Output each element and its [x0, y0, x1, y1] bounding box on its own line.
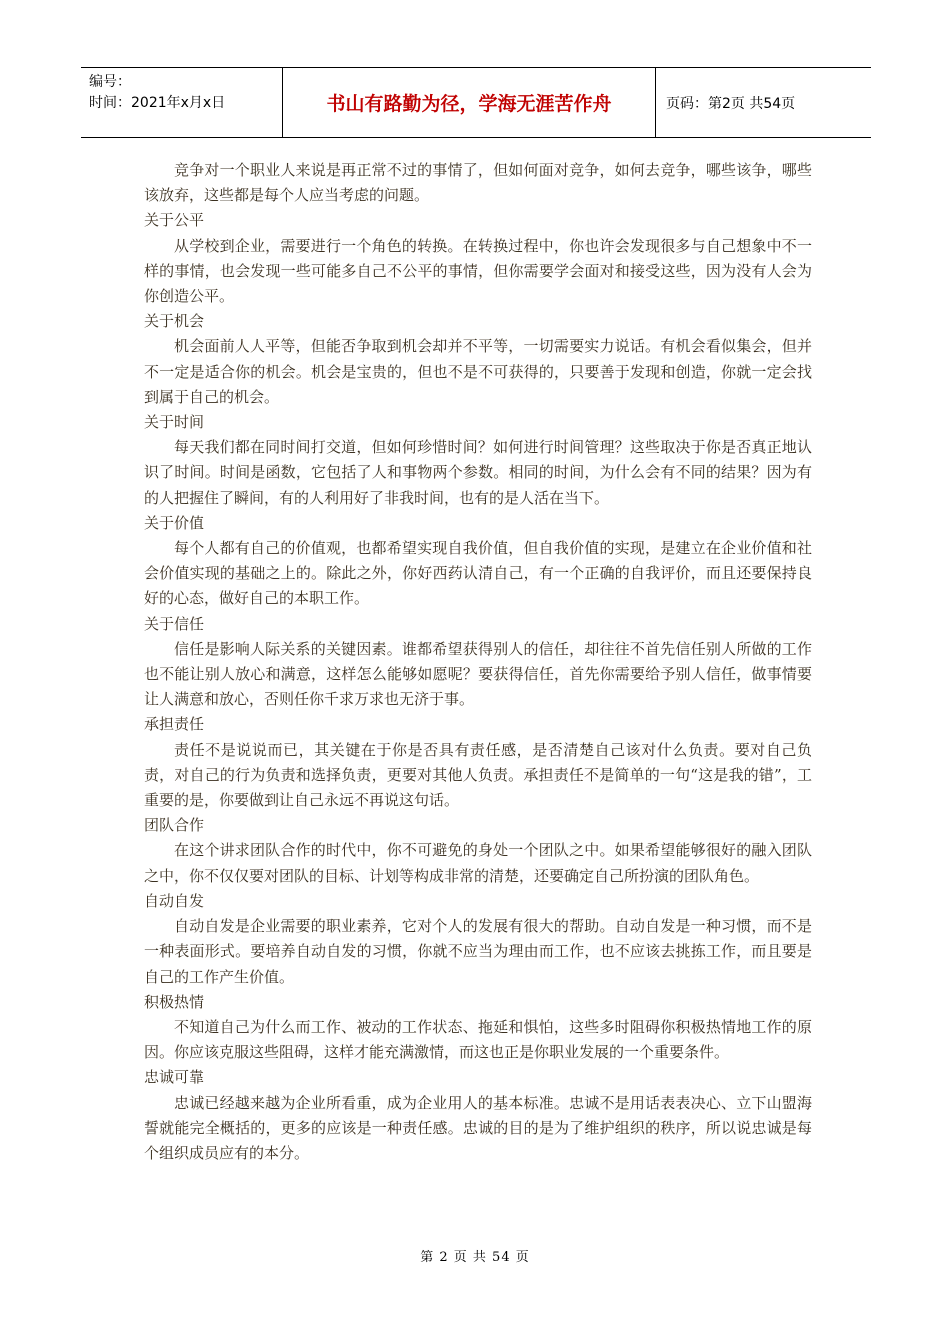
section-paragraph: 从学校到企业，需要进行一个角色的转换。在转换过程中，你也许会发现很多与自己想象中不一样的事情，也会发现一些可能多自己不公平的事情，但你需要学会面对和接受这些，因为没有人会为你创造公平。: [144, 236, 812, 306]
section-paragraph: 每个人都有自己的价值观，也都希望实现自我价值，但自我价值的实现，是建立在企业价值和社会价值实现的基础之上的。除此之外，你好西药认清自己，有一个正确的自我评价，而且还要保持良好的心态，做好自己的本职工作。: [144, 539, 812, 608]
header-motto: 书山有路勤为径，学海无涯苦作舟: [283, 68, 656, 137]
document-body: [144, 158, 812, 1166]
section-paragraph: 责任不是说说而已，其关键在于你是否具有责任感，是否清楚自己该对什么负责。要对自己负责，对自己的行为负责和选择负责，更要对其他人负责。承担责任不是简单的一句“这是我的错”，工重要的是，你要做到让自己永远不再说这句话。: [144, 740, 812, 810]
section-paragraph: 自动自发是企业需要的职业素养，它对个人的发展有很大的帮助。自动自发是一种习惯，而不是一种表面形式。要培养自动自发的习惯，你就不应当为理由而工作，也不应该去挑拣工作，而且要是自己的工作产生价值。: [144, 917, 812, 986]
section-heading: 关于机会: [144, 312, 205, 331]
number-label: 编号：: [89, 74, 131, 90]
date-label: 时间：2021年x月x日: [89, 95, 226, 111]
section-heading: 承担责任: [144, 715, 205, 734]
page-footer: 第 2 页 共 54 页: [420, 1250, 530, 1265]
section-paragraph: 每天我们都在同时间打交道，但如何珍惜时间？如何进行时间管理？这些取决于你是否真正地认识了时间。时间是函数，它包括了人和事物两个参数。相同的时间，为什么会有不同的结果？因为有的人把握住了瞬间，有的人利用好了非我时间，也有的是人活在当下。: [144, 438, 812, 507]
header-page-label: 页码：第2页 共54页: [666, 95, 796, 112]
section-heading: 积极热情: [144, 992, 205, 1011]
page-header: [81, 67, 871, 138]
section-paragraph: 信任是影响人际关系的关键因素。谁都希望获得别人的信任，却往往不首先信任别人所做的工作也不能让别人放心和满意，这样怎么能够如愿呢？要获得信任，首先你需要给予别人信任，做事情要让人满意和放心，否则任你千求万求也无济于事。: [144, 639, 812, 709]
section-heading: 忠诚可靠: [144, 1068, 205, 1087]
intro-paragraph: 竞争对一个职业人来说是再正常不过的事情了，但如何面对竞争，如何去竞争，哪些该争，哪些该放弃，这些都是每个人应当考虑的问题。: [144, 161, 812, 205]
section-heading: 团队合作: [144, 816, 205, 835]
header-meta: [81, 68, 283, 137]
section-heading: 自动自发: [144, 891, 205, 910]
section-heading: 关于时间: [144, 413, 205, 432]
section-paragraph: 在这个讲求团队合作的时代中，你不可避免的身处一个团队之中。如果希望能够很好的融入团队之中，你不仅仅要对团队的目标、计划等构成非常的清楚，还要确定自己所扮演的团队角色。: [144, 841, 812, 885]
section-paragraph: 不知道自己为什么而工作、被动的工作状态、拖延和惧怕，这些多时阻碍你积极热情地工作的原因。你应该克服这些阻碍，这样才能充满激情，而这也正是你职业发展的一个重要条件。: [144, 1017, 812, 1062]
section-heading: 关于公平: [144, 211, 205, 230]
section-heading: 关于价值: [144, 513, 205, 532]
section-paragraph: 机会面前人人平等，但能否争取到机会却并不平等，一切需要实力说话。有机会看似集会，但并不一定是适合你的机会。机会是宝贵的，但也不是不可获得的，只要善于发现和创造，你就一定会找到属于自己的机会。: [144, 337, 812, 406]
section-heading: 关于信任: [144, 614, 205, 633]
section-paragraph: 忠诚已经越来越为企业所看重，成为企业用人的基本标准。忠诚不是用话表表决心、立下山盟海誓就能完全概括的，更多的应该是一种责任感。忠诚的目的是为了维护组织的秩序，所以说忠诚是每个组织成员应有的本分。: [144, 1093, 812, 1162]
